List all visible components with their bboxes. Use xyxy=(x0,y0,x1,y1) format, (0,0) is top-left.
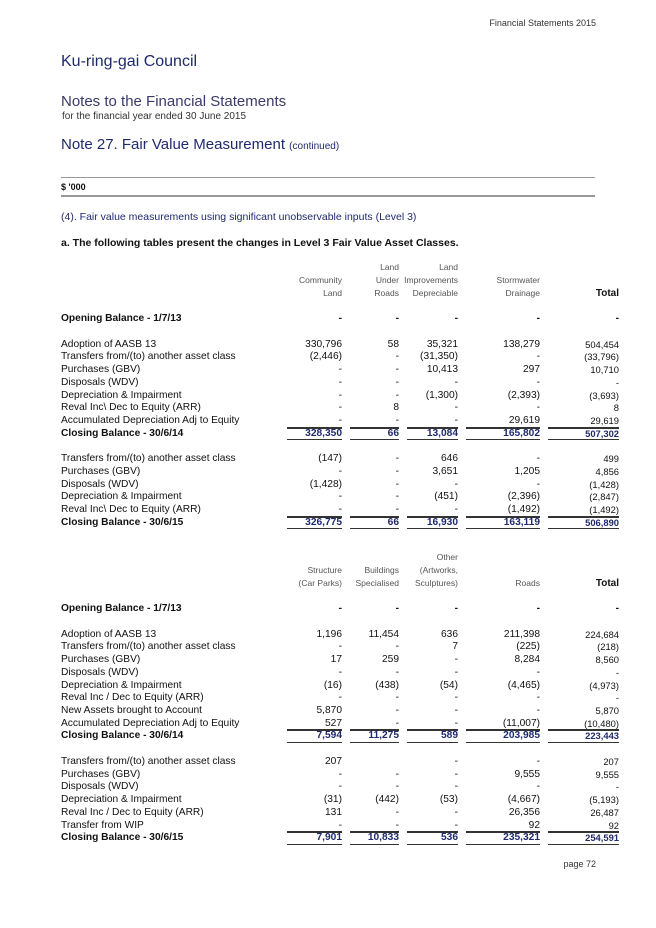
note-title-text: Note 27. Fair Value Measurement xyxy=(61,136,285,153)
fair-value-table-1 xyxy=(61,261,619,530)
cell-value: - xyxy=(395,666,399,678)
note-continued: (continued) xyxy=(289,141,340,152)
cell-value: 1,196 xyxy=(316,628,342,640)
cell-value: 9,555 xyxy=(514,768,540,780)
column-header: Land xyxy=(380,262,399,272)
row-label: Disposals (WDV) xyxy=(61,478,139,490)
column-header xyxy=(342,551,399,564)
cell-value: 17 xyxy=(330,654,342,666)
row-label: Accumulated Depreciation Adj to Equity xyxy=(61,717,240,729)
cell-value: - xyxy=(454,692,458,704)
cell-value: - xyxy=(536,376,540,388)
row-label: Purchases (GBV) xyxy=(61,466,141,478)
column-header: Under xyxy=(375,275,399,285)
cell-value: (33,796) xyxy=(584,351,619,363)
row-label: Transfers from/(to) another asset class xyxy=(61,756,236,768)
row-label: Transfers from/(to) another asset class xyxy=(61,453,236,465)
table-row xyxy=(61,603,619,616)
notes-subtitle: for the financial year ended 30 June 2015 xyxy=(62,111,247,122)
row-label: Disposals (WDV) xyxy=(61,666,139,678)
cell-value: - xyxy=(338,491,342,503)
cell-value: 646 xyxy=(441,453,458,465)
cell-value: - xyxy=(536,351,540,363)
row-label: Disposals (WDV) xyxy=(61,376,139,388)
cell-value: (4,465) xyxy=(507,679,540,691)
cell-value: - xyxy=(395,806,399,818)
table-row xyxy=(61,705,619,718)
cell-value: (11,007) xyxy=(458,718,540,731)
cell-value: 254,591 xyxy=(540,832,619,845)
cell-value: 527 xyxy=(279,718,342,731)
divider-bottom xyxy=(61,195,595,197)
cell-value: 8,284 xyxy=(514,654,540,666)
cell-value: 506,890 xyxy=(540,517,619,530)
column-header: Roads xyxy=(515,578,540,588)
cell-value: - xyxy=(338,781,342,793)
cell-value: - xyxy=(279,504,342,517)
cell-value: 207 xyxy=(603,756,619,768)
cell-value: (1,428) xyxy=(589,478,619,490)
row-label: Closing Balance - 30/6/15 xyxy=(61,832,184,844)
cell-value: - xyxy=(536,453,540,465)
cell-value: - xyxy=(399,718,458,731)
table-row xyxy=(61,820,619,833)
cell-value: (4,973) xyxy=(589,679,619,691)
cell-value: - xyxy=(615,603,619,614)
cell-value: - xyxy=(454,313,458,324)
row-label: Adoption of AASB 13 xyxy=(61,338,157,350)
cell-value: - xyxy=(399,504,458,517)
cell-value: - xyxy=(454,654,458,666)
row-label: Closing Balance - 30/6/14 xyxy=(61,730,184,742)
cell-value: 92 xyxy=(540,820,619,833)
cell-value: (442) xyxy=(375,794,399,806)
cell-value: - xyxy=(536,704,540,716)
column-header xyxy=(458,261,540,274)
cell-value: 330,796 xyxy=(305,338,342,350)
cell-value: 10,413 xyxy=(426,364,458,376)
cell-value: 224,684 xyxy=(585,628,619,640)
divider-top xyxy=(61,177,595,178)
column-header: Buildings xyxy=(364,565,399,575)
table-row xyxy=(61,692,619,705)
cell-value: - xyxy=(338,603,342,614)
column-header: Total xyxy=(595,288,619,299)
cell-value: (225) xyxy=(516,641,540,653)
table-row xyxy=(61,377,619,390)
cell-value: (1,492) xyxy=(540,504,619,517)
cell-value: - xyxy=(395,603,399,614)
row-label: Reval Inc / Dec to Equity (ARR) xyxy=(61,692,204,704)
cell-value: 636 xyxy=(441,628,458,640)
cell-value: (54) xyxy=(439,679,458,691)
cell-value: - xyxy=(395,453,399,465)
cell-value: - xyxy=(454,603,458,614)
table-row xyxy=(61,428,619,441)
cell-value: (53) xyxy=(439,794,458,806)
cell-value: 507,302 xyxy=(540,428,619,441)
cell-value: 11,454 xyxy=(368,628,399,640)
cell-value: 5,870 xyxy=(316,704,342,716)
cell-value: - xyxy=(454,806,458,818)
column-header xyxy=(540,274,619,287)
cell-value: 223,443 xyxy=(540,730,619,743)
column-header xyxy=(458,564,540,577)
cell-value: - xyxy=(615,781,619,793)
cell-value: (1,300) xyxy=(425,389,458,401)
table-row xyxy=(61,769,619,782)
column-header: Improvements xyxy=(404,275,458,285)
cell-value: (451) xyxy=(434,491,458,503)
column-header xyxy=(540,551,619,564)
table-row xyxy=(61,479,619,492)
cell-value: 589 xyxy=(399,730,458,743)
cell-value: - xyxy=(615,376,619,388)
cell-value: (438) xyxy=(375,679,399,691)
column-header: (Car Parks) xyxy=(298,578,342,588)
cell-value: 66 xyxy=(342,428,399,441)
cell-value: 536 xyxy=(399,832,458,845)
row-label: Adoption of AASB 13 xyxy=(61,628,157,640)
cell-value: (10,480) xyxy=(540,718,619,731)
cell-value: (5,193) xyxy=(589,794,619,806)
row-label: Depreciation & Impairment xyxy=(61,491,182,503)
cell-value: - xyxy=(536,692,540,704)
cell-value: - xyxy=(395,364,399,376)
cell-value: - xyxy=(454,376,458,388)
column-header: Drainage xyxy=(505,288,540,298)
cell-value: (3,693) xyxy=(589,389,619,401)
cell-value: - xyxy=(536,666,540,678)
intro-text: a. The following tables present the changes in Level 3 Fair Value Asset Classes. xyxy=(61,237,459,249)
column-header xyxy=(540,261,619,274)
table-row xyxy=(61,504,619,517)
cell-value: 92 xyxy=(458,820,540,833)
column-header: Specialised xyxy=(355,578,399,588)
cell-value: - xyxy=(338,768,342,780)
column-header xyxy=(540,564,619,577)
row-label: Transfer from WIP xyxy=(61,819,144,831)
cell-value: - xyxy=(399,415,458,428)
cell-value: 203,985 xyxy=(458,730,540,743)
cell-value: - xyxy=(395,351,399,363)
row-label: Depreciation & Impairment xyxy=(61,794,182,806)
cell-value: - xyxy=(342,504,399,517)
cell-value: 165,802 xyxy=(458,428,540,441)
cell-value: - xyxy=(536,402,540,414)
cell-value: - xyxy=(615,666,619,678)
column-header: (Artworks, xyxy=(419,565,458,575)
column-header xyxy=(279,551,342,564)
table-row xyxy=(61,654,619,667)
cell-value: 35,321 xyxy=(426,338,458,350)
cell-value: - xyxy=(338,666,342,678)
cell-value: - xyxy=(279,415,342,428)
cell-value: (4,667) xyxy=(507,794,540,806)
table-row xyxy=(61,807,619,820)
cell-value: - xyxy=(395,641,399,653)
table-row xyxy=(61,517,619,530)
cell-value: - xyxy=(338,692,342,704)
cell-value: - xyxy=(454,666,458,678)
cell-value: 326,775 xyxy=(279,517,342,530)
cell-value: 29,619 xyxy=(458,415,540,428)
cell-value: 16,930 xyxy=(399,517,458,530)
cell-value: 131 xyxy=(325,806,342,818)
cell-value: (16) xyxy=(323,679,342,691)
cell-value: - xyxy=(536,478,540,490)
cell-value: 3,651 xyxy=(432,466,458,478)
table-row xyxy=(61,390,619,403)
cell-value: - xyxy=(395,376,399,388)
table-row xyxy=(61,351,619,364)
cell-value: 9,555 xyxy=(595,768,619,780)
cell-value xyxy=(342,756,399,769)
column-header xyxy=(458,551,540,564)
cell-value: 235,321 xyxy=(458,832,540,845)
cell-value: - xyxy=(536,313,540,324)
cell-value: (218) xyxy=(597,641,619,653)
column-header: Depreciable xyxy=(412,288,458,298)
cell-value: 11,275 xyxy=(342,730,399,743)
table-row xyxy=(61,781,619,794)
cell-value: 138,279 xyxy=(503,338,540,350)
row-label: Transfers from/(to) another asset class xyxy=(61,641,236,653)
cell-value: (2,847) xyxy=(589,491,619,503)
table-row xyxy=(61,832,619,845)
notes-title: Notes to the Financial Statements xyxy=(61,93,287,110)
row-label: Reval Inc / Dec to Equity (ARR) xyxy=(61,806,204,818)
cell-value: 297 xyxy=(523,364,540,376)
cell-value: 328,350 xyxy=(279,428,342,441)
cell-value: 499 xyxy=(603,453,619,465)
row-label: Accumulated Depreciation Adj to Equity xyxy=(61,414,240,426)
cell-value: 29,619 xyxy=(540,415,619,428)
organisation-name: Ku-ring-gai Council xyxy=(61,53,198,70)
cell-value: - xyxy=(454,781,458,793)
table-row xyxy=(61,794,619,807)
cell-value: - xyxy=(395,491,399,503)
cell-value: - xyxy=(615,313,619,324)
cell-value: (1,492) xyxy=(458,504,540,517)
cell-value: 1,205 xyxy=(514,466,540,478)
cell-value: - xyxy=(536,781,540,793)
table-row xyxy=(61,339,619,352)
cell-value: 504,454 xyxy=(585,338,619,350)
cell-value: - xyxy=(454,402,458,414)
table-row xyxy=(61,364,619,377)
cell-value: - xyxy=(338,313,342,324)
cell-value: - xyxy=(342,718,399,731)
cell-value: - xyxy=(454,768,458,780)
report-header-title: Financial Statements 2015 xyxy=(489,18,596,28)
row-label: Closing Balance - 30/6/15 xyxy=(61,516,184,528)
cell-value: - xyxy=(338,466,342,478)
table-row xyxy=(61,415,619,428)
cell-value: - xyxy=(536,603,540,614)
cell-value: 26,356 xyxy=(508,806,540,818)
cell-value: - xyxy=(342,820,399,833)
cell-value: 8,560 xyxy=(595,654,619,666)
cell-value: (1,428) xyxy=(309,478,342,490)
cell-value: - xyxy=(395,704,399,716)
cell-value: (2,396) xyxy=(507,491,540,503)
cell-value: - xyxy=(615,692,619,704)
cell-value: 4,856 xyxy=(595,466,619,478)
column-header: Roads xyxy=(374,288,399,298)
table-row xyxy=(61,629,619,642)
cell-value: 7,594 xyxy=(279,730,342,743)
row-label: Depreciation & Impairment xyxy=(61,389,182,401)
table-row xyxy=(61,667,619,680)
cell-value: 8 xyxy=(613,402,619,414)
column-header: Other xyxy=(436,552,458,562)
row-label: Transfers from/(to) another asset class xyxy=(61,351,236,363)
cell-value: (2,393) xyxy=(507,389,540,401)
cell-value: 207 xyxy=(325,756,342,768)
cell-value: (31) xyxy=(323,794,342,806)
note-title xyxy=(61,136,339,153)
column-header: Structure xyxy=(307,565,342,575)
table-row xyxy=(61,313,619,326)
cell-value: - xyxy=(395,389,399,401)
page-number: page 72 xyxy=(563,859,596,869)
row-label: Disposals (WDV) xyxy=(61,781,139,793)
cell-value: (2,446) xyxy=(309,351,342,363)
cell-value: - xyxy=(338,376,342,388)
subsection-title: (4). Fair value measurements using significant unobservable inputs (Level 3) xyxy=(61,211,417,223)
cell-value: 13,084 xyxy=(399,428,458,441)
cell-value: - xyxy=(454,704,458,716)
cell-value: - xyxy=(536,756,540,768)
cell-value: (31,350) xyxy=(420,351,458,363)
cell-value: - xyxy=(338,364,342,376)
cell-value: 5,870 xyxy=(595,704,619,716)
row-label: Reval Inc\ Dec to Equity (ARR) xyxy=(61,402,201,414)
row-label: Closing Balance - 30/6/14 xyxy=(61,427,184,439)
cell-value: 26,487 xyxy=(590,806,619,818)
table-row xyxy=(61,641,619,654)
cell-value: - xyxy=(395,692,399,704)
table-row xyxy=(61,718,619,731)
cell-value: 163,119 xyxy=(458,517,540,530)
cell-value: - xyxy=(395,768,399,780)
cell-value: - xyxy=(342,415,399,428)
column-header: Land xyxy=(323,288,342,298)
cell-value: - xyxy=(338,641,342,653)
cell-value: 7 xyxy=(452,641,458,653)
fair-value-table-2 xyxy=(61,551,619,845)
cell-value: - xyxy=(395,781,399,793)
cell-value: - xyxy=(395,313,399,324)
row-label: Purchases (GBV) xyxy=(61,768,141,780)
row-label: Purchases (GBV) xyxy=(61,654,141,666)
cell-value: (147) xyxy=(318,453,342,465)
table-row xyxy=(61,402,619,415)
cell-value: 66 xyxy=(342,517,399,530)
row-label: New Assets brought to Account xyxy=(61,704,203,716)
cell-value: 259 xyxy=(382,654,399,666)
table-row xyxy=(61,466,619,479)
cell-value: 8 xyxy=(393,402,399,414)
cell-value: 10,710 xyxy=(590,364,619,376)
cell-value: - xyxy=(454,478,458,490)
cell-value: - xyxy=(399,820,458,833)
column-header xyxy=(279,261,342,274)
column-header: Land xyxy=(439,262,458,272)
column-header: Sculptures) xyxy=(415,578,458,588)
cell-value: - xyxy=(279,820,342,833)
cell-value: - xyxy=(395,478,399,490)
row-label: Depreciation & Impairment xyxy=(61,679,182,691)
table-row xyxy=(61,491,619,504)
table-row xyxy=(61,680,619,693)
column-header: Total xyxy=(595,578,619,589)
table-row xyxy=(61,730,619,743)
cell-value: - xyxy=(454,756,458,768)
column-header: Stormwater xyxy=(496,275,540,285)
cell-value: 58 xyxy=(387,338,399,350)
row-label: Opening Balance - 1/7/13 xyxy=(61,603,182,614)
units-label: $ '000 xyxy=(61,182,86,192)
table-row xyxy=(61,453,619,466)
cell-value: - xyxy=(338,402,342,414)
row-label: Reval Inc\ Dec to Equity (ARR) xyxy=(61,504,201,516)
table-row xyxy=(61,756,619,769)
row-label: Purchases (GBV) xyxy=(61,364,141,376)
row-label: Opening Balance - 1/7/13 xyxy=(61,313,182,324)
cell-value: 7,901 xyxy=(279,832,342,845)
cell-value: 211,398 xyxy=(503,628,540,640)
cell-value: - xyxy=(338,389,342,401)
cell-value: - xyxy=(395,466,399,478)
cell-value: 10,833 xyxy=(342,832,399,845)
column-header: Community xyxy=(299,275,342,285)
